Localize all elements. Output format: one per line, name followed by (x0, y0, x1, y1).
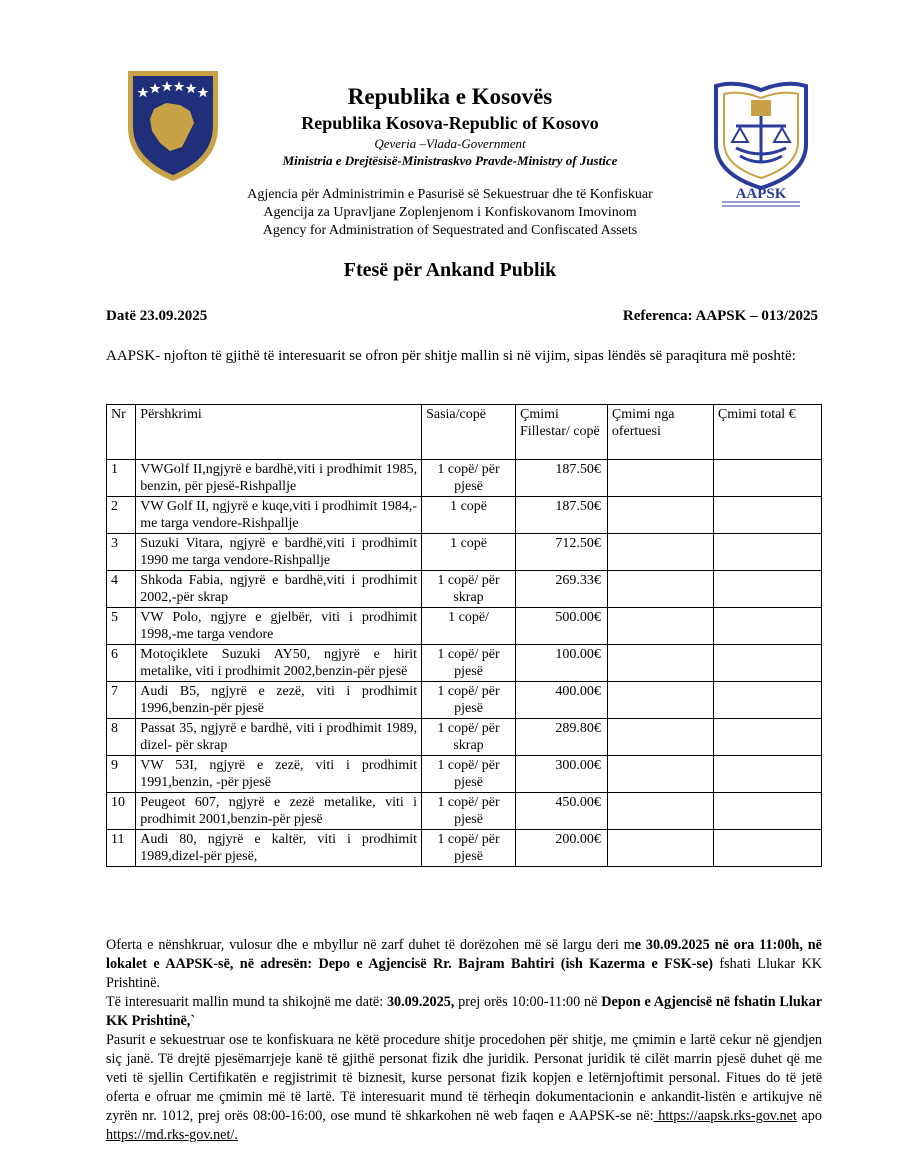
row-offer-price[interactable] (607, 719, 713, 756)
row-description: Motoçiklete Suzuki AY50, ngjyrë e hirit metalike, viti i prodhimit 2002,benzin-për pjesë (136, 645, 422, 682)
row-description: Audi 80, ngjyrë e kaltër, viti i prodhimit 1989,dizel-për pjesë, (136, 830, 422, 867)
viewing-hours: prej orës 10:00-11:00 në (454, 994, 602, 1010)
header-republic: Republika e Kosovës (347, 84, 553, 109)
header-offer-price: Çmimi nga ofertuesi (607, 405, 713, 460)
row-starting-price: 712.50€ (515, 534, 607, 571)
row-number: 3 (107, 534, 136, 571)
row-description: VWGolf II,ngjyrë e bardhë,viti i prodhimit 1985, benzin, për pjesë-Rishpallje (136, 460, 422, 497)
row-total-price[interactable] (713, 608, 821, 645)
row-total-price[interactable] (713, 756, 821, 793)
row-offer-price[interactable] (607, 793, 713, 830)
row-description: VW Polo, ngjyre e gjelbër, viti i prodhimit 1998,-me targa vendore (136, 608, 422, 645)
row-description: Shkoda Fabia, ngjyrë e bardhë,viti i prodhimit 2002,-për skrap (136, 571, 422, 608)
submission-location-text: fshati Llukar KK Prishtinë. (106, 956, 822, 991)
table-row (107, 719, 822, 756)
logo-text: AAPSK (735, 186, 787, 202)
row-description: Audi B5, ngjyrë e zezë, viti i prodhimit 1996,benzin-për pjesë (136, 682, 422, 719)
md-website-link[interactable]: https://md.rks-gov.net/. (106, 1127, 238, 1143)
table-row (107, 682, 822, 719)
header-total-price: Çmimi total € (713, 405, 821, 460)
table-row (107, 793, 822, 830)
row-starting-price: 289.80€ (515, 719, 607, 756)
row-total-price[interactable] (713, 682, 821, 719)
row-description: Passat 35, ngjyrë e bardhë, viti i prodhimit 1989, dizel- për skrap (136, 719, 422, 756)
row-quantity: 1 copë/ për pjesë (422, 756, 516, 793)
header-starting-price: Çmimi Fillestar/ copë (515, 405, 607, 460)
header-republic-sub: Republika Kosova-Republic of Kosovo (301, 113, 599, 133)
row-offer-price[interactable] (607, 830, 713, 867)
row-number: 11 (107, 830, 136, 867)
row-quantity: 1 copë/ për pjesë (422, 682, 516, 719)
row-offer-price[interactable] (607, 497, 713, 534)
document-date: Datë 23.09.2025 (106, 308, 208, 324)
aapsk-website-link[interactable]: https://aapsk.rks-gov.net (653, 1108, 797, 1124)
conditions-text: Pasurit e sekuestruar ose te konfiskuara ne këtë procedure shitje procedohen për shitje, me çmimin e lartë cekur në gjendjen siç janë. Të drejtë pjesëmarrjeje kanë të gjithë personat fizik dhe juridik. Personat juridik të cilët marrin pjesë duhet që me veti të sjellin Certifikatën e regjistrimit të biznesit, kurse personat fizik kopjen e letërnjoftimit personal. Fitues do të jetë oferta e ofruar me çmimin më të lartë. Të interesuarit mund të tërheqin dokumentacionin e ankandit-listën e artikujve në zyrën nr. 1012, prej orës 08:00-16:00, ose mund të shkarkohen në web faqen e AAPSK-se në: (106, 1032, 822, 1124)
table-body (107, 460, 822, 867)
row-offer-price[interactable] (607, 645, 713, 682)
row-quantity: 1 copë (422, 497, 516, 534)
agency-name-en: Agency for Administration of Sequestrated and Confiscated Assets (262, 223, 638, 238)
row-total-price[interactable] (713, 571, 821, 608)
table-row (107, 608, 822, 645)
viewing-date: 30.09.2025, (386, 994, 455, 1010)
row-starting-price: 269.33€ (515, 571, 607, 608)
submission-deadline-text: e 30.09.2025 në ora 11:00h, në lokalet e AAPSK-së, në adresën: Depo e Agjencisë Rr. Bajram Bahtiri (ish Kazerma e FSK-se) (106, 937, 822, 972)
row-starting-price: 300.00€ (515, 756, 607, 793)
submission-text: Oferta e nënshkruar, vulosur dhe e mbyllur në zarf duhet të dorëzohen më së largu deri m (106, 937, 635, 953)
viewing-location: Depon e Agjencisë në fshatin Llukar KK Prishtinë,` (106, 994, 823, 1029)
row-number: 5 (107, 608, 136, 645)
footer-text (106, 936, 822, 1145)
header-description: Përshkrimi (136, 405, 422, 460)
row-number: 4 (107, 571, 136, 608)
submission-paragraph (106, 936, 822, 993)
document-reference: Referenca: AAPSK – 013/2025 (622, 308, 818, 324)
row-offer-price[interactable] (607, 460, 713, 497)
table-row (107, 571, 822, 608)
row-starting-price: 450.00€ (515, 793, 607, 830)
auction-items-table (106, 404, 822, 867)
header-quantity: Sasia/copë (422, 405, 516, 460)
row-starting-price: 187.50€ (515, 497, 607, 534)
table-row (107, 830, 822, 867)
table-row (107, 497, 822, 534)
row-number: 9 (107, 756, 136, 793)
table-row (107, 460, 822, 497)
intro-paragraph: AAPSK- njofton të gjithë të interesuarit se ofron për shitje mallin si në vijim, sipas lëndës së paraqitura më poshtë: (106, 348, 796, 364)
row-starting-price: 400.00€ (515, 682, 607, 719)
row-quantity: 1 copë/ për skrap (422, 719, 516, 756)
table-header-row (107, 405, 822, 460)
row-total-price[interactable] (713, 460, 821, 497)
row-starting-price: 100.00€ (515, 645, 607, 682)
link-separator: apo (796, 1108, 822, 1124)
row-offer-price[interactable] (607, 608, 713, 645)
row-offer-price[interactable] (607, 682, 713, 719)
row-total-price[interactable] (713, 497, 821, 534)
row-number: 6 (107, 645, 136, 682)
row-starting-price: 500.00€ (515, 608, 607, 645)
row-number: 7 (107, 682, 136, 719)
agency-name-sr: Agencija za Upravljane Zoplenjenom i Konfiskovanom Imovinom (263, 205, 637, 220)
row-total-price[interactable] (713, 793, 821, 830)
header-ministry: Ministria e Drejtësisë-Ministraskvo Pravde-Ministry of Justice (282, 153, 618, 168)
conditions-paragraph (106, 1031, 822, 1145)
row-quantity: 1 copë/ për pjesë (422, 460, 516, 497)
row-quantity: 1 copë/ për pjesë (422, 830, 516, 867)
row-starting-price: 187.50€ (515, 460, 607, 497)
row-total-price[interactable] (713, 645, 821, 682)
table-row (107, 645, 822, 682)
table-row (107, 756, 822, 793)
row-starting-price: 200.00€ (515, 830, 607, 867)
row-total-price[interactable] (713, 719, 821, 756)
table-row (107, 534, 822, 571)
row-number: 8 (107, 719, 136, 756)
row-description: Peugeot 607, ngjyrë e zezë metalike, viti i prodhimit 2001,benzin-për pjesë (136, 793, 422, 830)
agency-name-sq: Agjencia për Administrimin e Pasurisë së Sekuestruar dhe të Konfiskuar (247, 187, 653, 202)
header-nr: Nr (107, 405, 136, 460)
header-government: Qeveria –Vlada-Government (374, 136, 526, 151)
row-number: 10 (107, 793, 136, 830)
row-total-price[interactable] (713, 830, 821, 867)
viewing-text: Të interesuarit mallin mund ta shikojnë me datë: (106, 994, 387, 1010)
row-quantity: 1 copë (422, 534, 516, 571)
row-quantity: 1 copë/ për pjesë (422, 645, 516, 682)
row-number: 2 (107, 497, 136, 534)
row-quantity: 1 copë/ (422, 608, 516, 645)
row-offer-price[interactable] (607, 571, 713, 608)
row-number: 1 (107, 460, 136, 497)
viewing-paragraph (106, 993, 822, 1031)
row-total-price[interactable] (713, 534, 821, 571)
row-description: Suzuki Vitara, ngjyrë e bardhë,viti i prodhimit 1990 me targa vendore-Rishpallje (136, 534, 422, 571)
row-quantity: 1 copë/ për skrap (422, 571, 516, 608)
row-offer-price[interactable] (607, 756, 713, 793)
row-description: VW 53I, ngjyrë e zezë, viti i prodhimit 1991,benzin, -për pjesë (136, 756, 422, 793)
row-quantity: 1 copë/ për pjesë (422, 793, 516, 830)
row-offer-price[interactable] (607, 534, 713, 571)
document-title: Ftesë për Ankand Publik (343, 259, 557, 281)
row-description: VW Golf II, ngjyrë e kuqe,viti i prodhimit 1984,-me targa vendore-Rishpallje (136, 497, 422, 534)
